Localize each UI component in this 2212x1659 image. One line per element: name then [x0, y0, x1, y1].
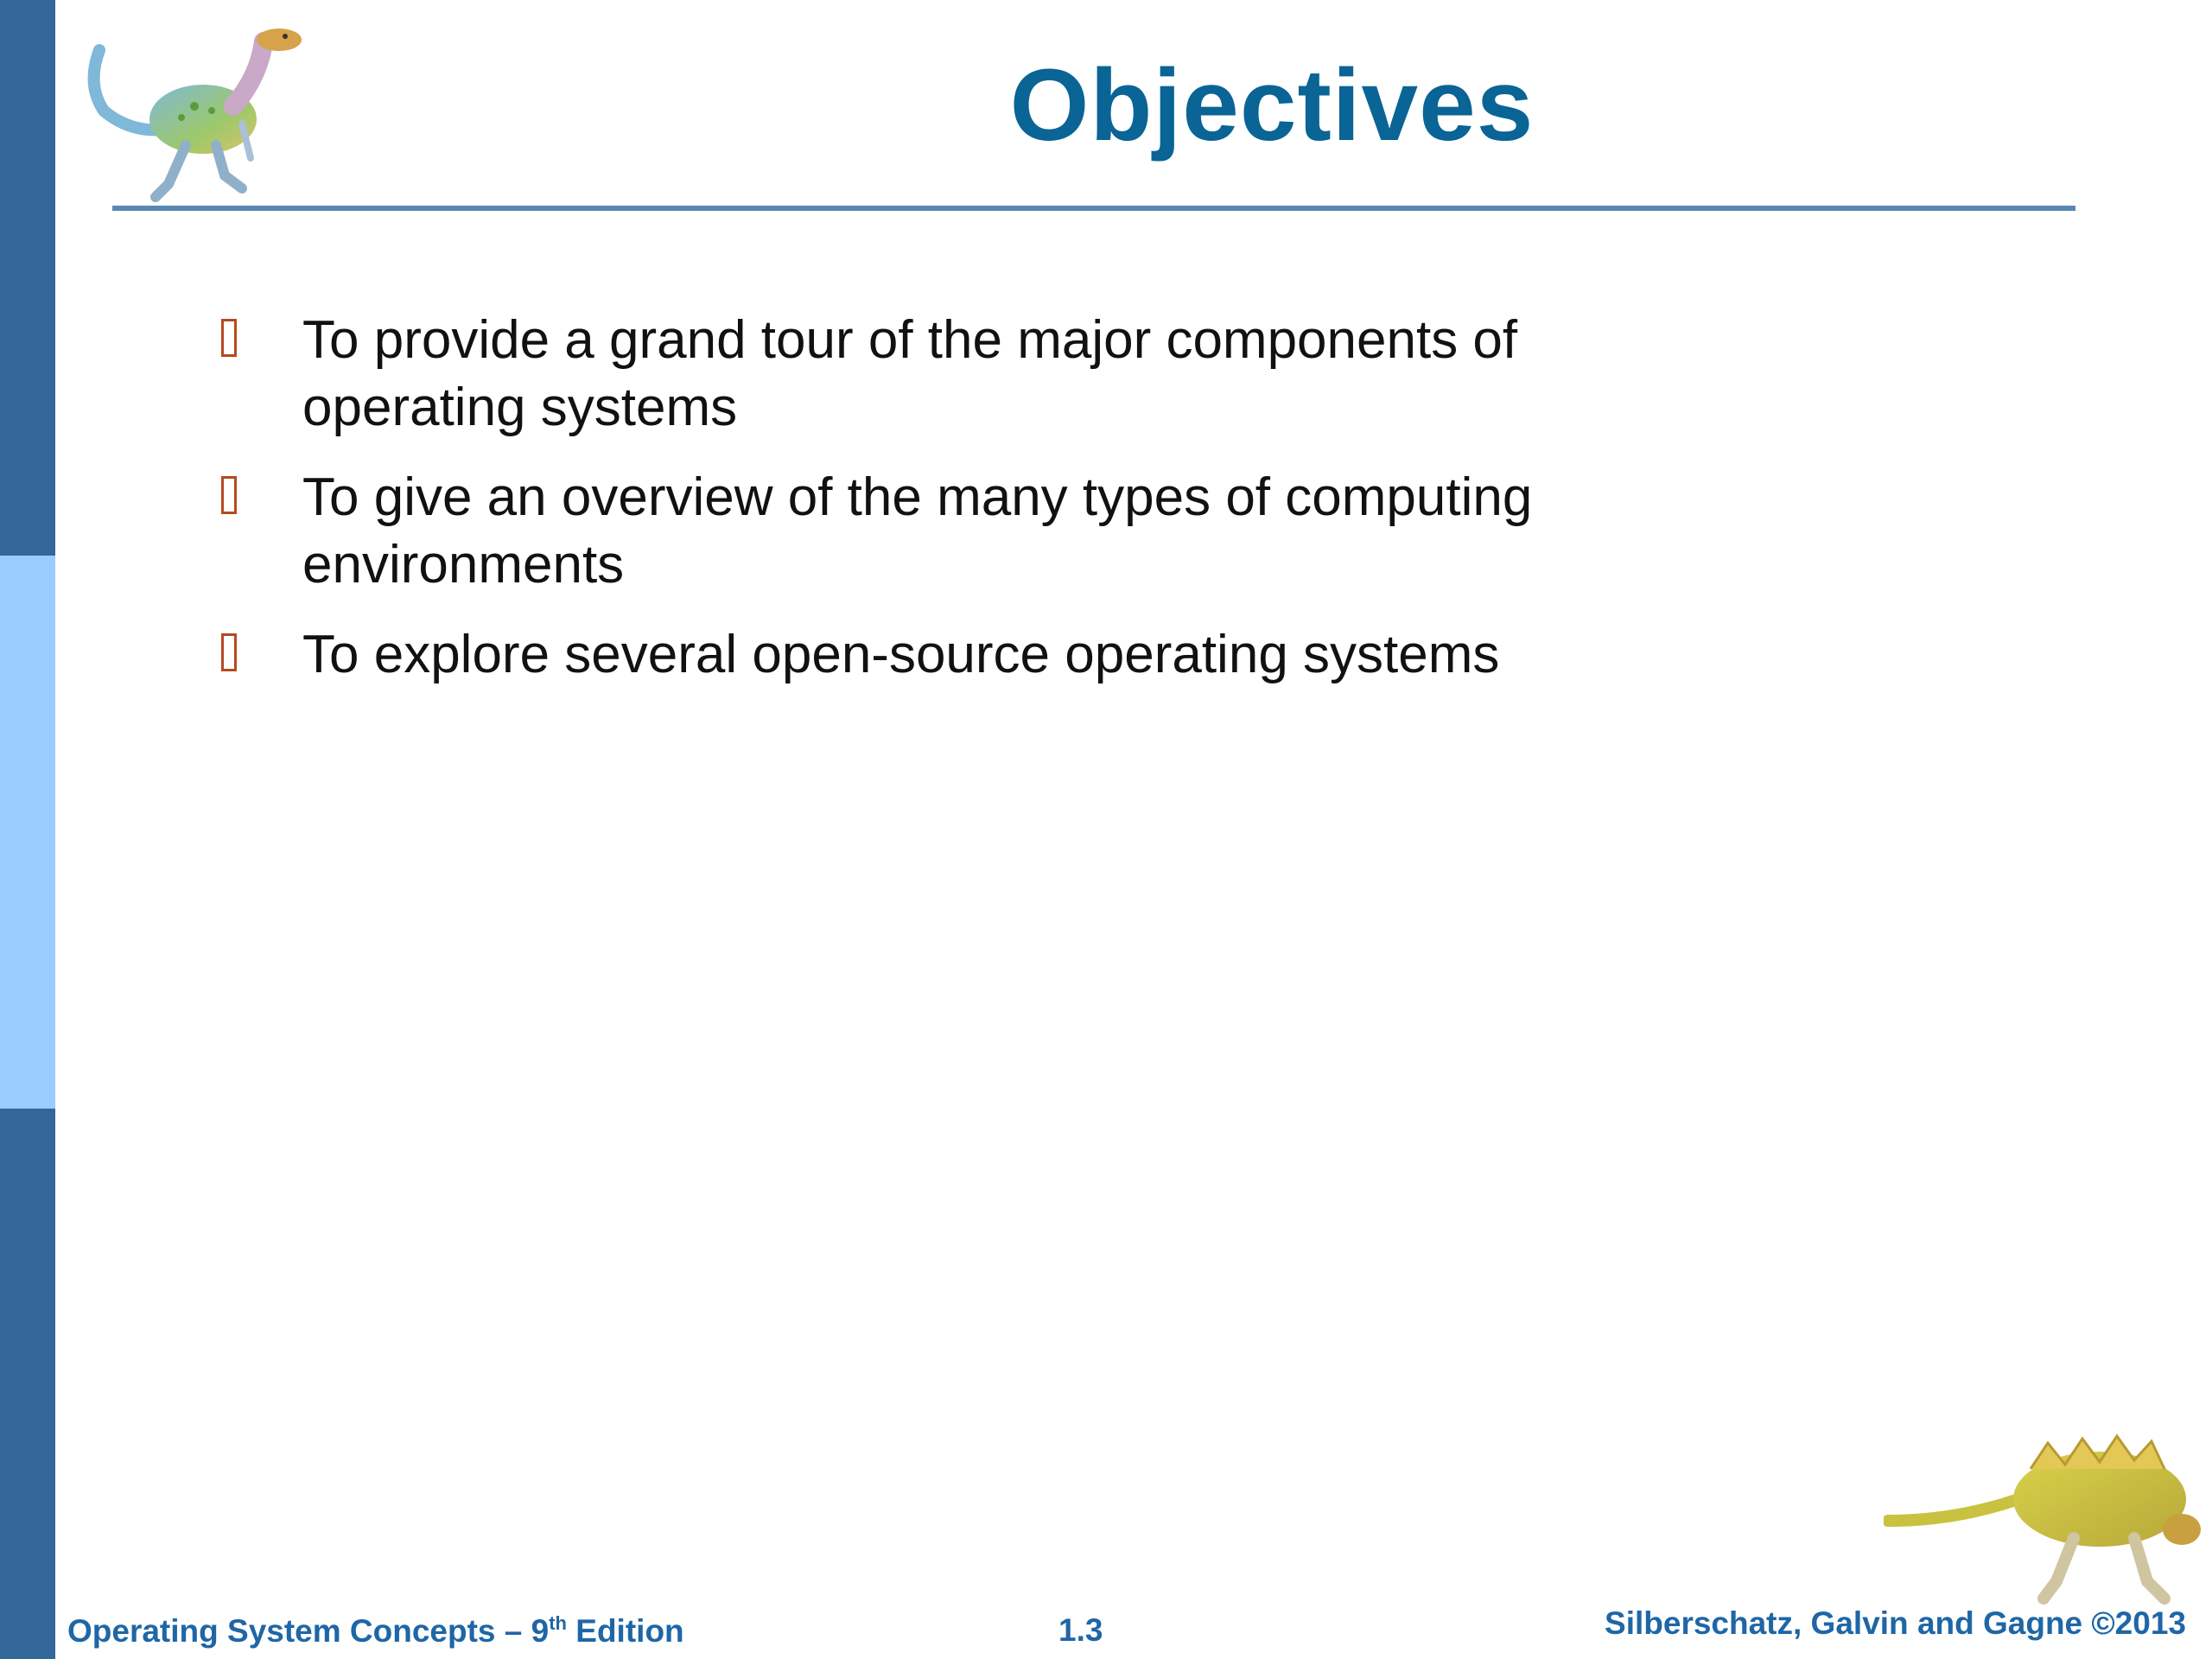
footer-book-prefix: Operating System Concepts – 9 — [67, 1613, 550, 1649]
footer-book-suffix: Edition — [567, 1613, 684, 1649]
list-item — [216, 307, 1685, 442]
list-item — [216, 464, 1685, 599]
square-bullet-icon — [221, 633, 237, 671]
list-item — [216, 621, 1685, 689]
bullet-text-line2: environments — [302, 535, 625, 594]
footer-authors: Silberschatz, Galvin and Gagne ©2013 — [1605, 1605, 2186, 1641]
objectives-list — [216, 307, 1685, 711]
footer-book-sup: th — [549, 1612, 567, 1634]
bullet-text-line2: operating systems — [302, 378, 738, 437]
title-divider — [112, 206, 2075, 211]
bullet-text-line1: To give an overview of the many types of computing — [302, 467, 1533, 527]
footer-page-number: 1.3 — [1058, 1612, 1103, 1648]
square-bullet-icon — [221, 476, 237, 514]
bullet-text-line1: To provide a grand tour of the major components of — [302, 310, 1518, 370]
square-bullet-icon — [221, 319, 237, 357]
left-sidebar-bar — [0, 0, 55, 1659]
page-title: Objectives — [1009, 48, 1535, 162]
dinosaur-icon — [1884, 1426, 2203, 1607]
footer-book-title — [67, 1612, 684, 1649]
bullet-text-line1: To explore several open-source operating systems — [302, 625, 1500, 684]
left-sidebar-highlight — [0, 556, 55, 1109]
